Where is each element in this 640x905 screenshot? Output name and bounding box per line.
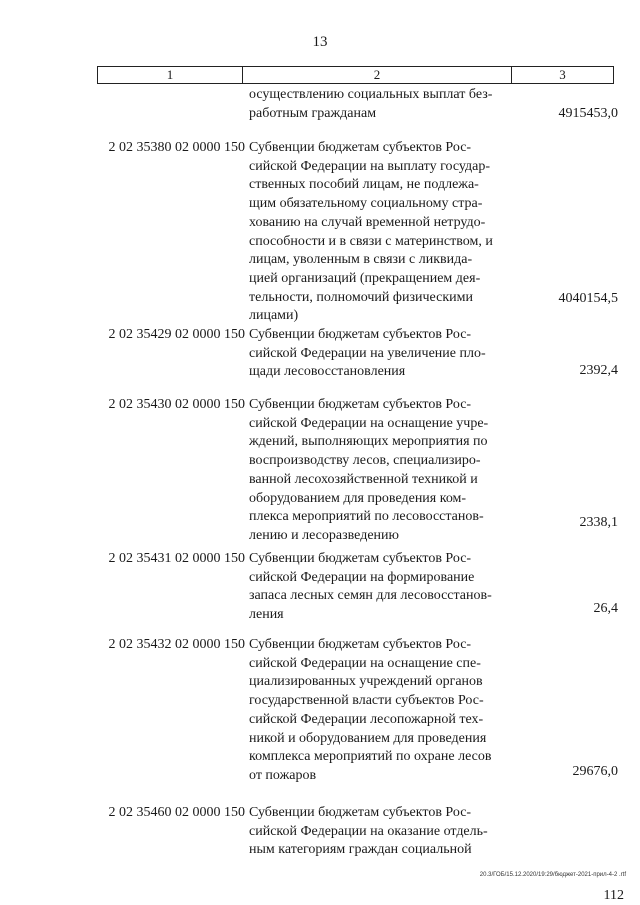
revenue-description: Субвенции бюджетам субъектов Рос- сийской Федерации на формирование запаса лесных семян для лесовосстанов- ления xyxy=(249,551,492,623)
revenue-code: 2 02 35431 02 0000 150 xyxy=(108,551,245,566)
revenue-code: 2 02 35380 02 0000 150 xyxy=(108,140,245,155)
revenue-code: 2 02 35432 02 0000 150 xyxy=(108,637,245,652)
revenue-code: 2 02 35460 02 0000 150 xyxy=(108,805,245,820)
page-number-top: 13 xyxy=(312,34,328,50)
column-header-1: 1 xyxy=(98,67,243,84)
revenue-description: осуществлению социальных выплат без- работным гражданам xyxy=(249,87,493,121)
column-header-table xyxy=(97,66,614,84)
column-header-3: 3 xyxy=(512,67,614,84)
revenue-amount: 2392,4 xyxy=(579,363,618,378)
revenue-description: Субвенции бюджетам субъектов Рос- сийской Федерации на увеличение пло- щади лесовосстановления xyxy=(249,327,486,380)
revenue-code: 2 02 35429 02 0000 150 xyxy=(108,327,245,342)
revenue-description: Субвенции бюджетам субъектов Рос- сийской Федерации на оказание отдель- ным категориям граждан социальной xyxy=(249,805,488,858)
revenue-amount: 26,4 xyxy=(593,601,618,616)
revenue-amount: 2338,1 xyxy=(579,515,618,530)
revenue-description: Субвенции бюджетам субъектов Рос- сийской Федерации на оснащение учре- ждений, выполняющих мероприятия по воспроизводству лесов, специализиро- ванной лесохозяйственной техникой и оборудованием для проведения ком- плекса мероприятий по лесовосстанов- лению и лесоразведению xyxy=(249,397,489,543)
revenue-description: Субвенции бюджетам субъектов Рос- сийской Федерации на оснащение спе- циализированных учреждений органов государственной власти субъектов Рос- сийской Федерации лесопожарной тех- никой и оборудованием для проведения комплекса мероприятий по охране лесов от пожаров xyxy=(249,637,492,783)
revenue-amount: 29676,0 xyxy=(572,764,618,779)
revenue-code: 2 02 35430 02 0000 150 xyxy=(108,397,245,412)
footer-file-path: 20.3/ГОБ/15.12.2020/19:29/бюджет-2021-прил-4-2 .rtf xyxy=(479,872,626,878)
column-header-2: 2 xyxy=(243,67,512,84)
revenue-amount: 4040154,5 xyxy=(558,291,618,306)
page-number-bottom: 112 xyxy=(603,888,624,903)
revenue-description: Субвенции бюджетам субъектов Рос- сийской Федерации на выплату государ- ственных пособий лицам, не подлежа- щим обязательному социальному стра- хованию на случай временной нетрудо- способности и в связи с материнством, и лицам, уволенным в связи с ликвида- цией организаций (прекращением дея- тельности, полномочий физическими лицами) xyxy=(249,140,493,324)
revenue-amount: 4915453,0 xyxy=(558,105,618,121)
